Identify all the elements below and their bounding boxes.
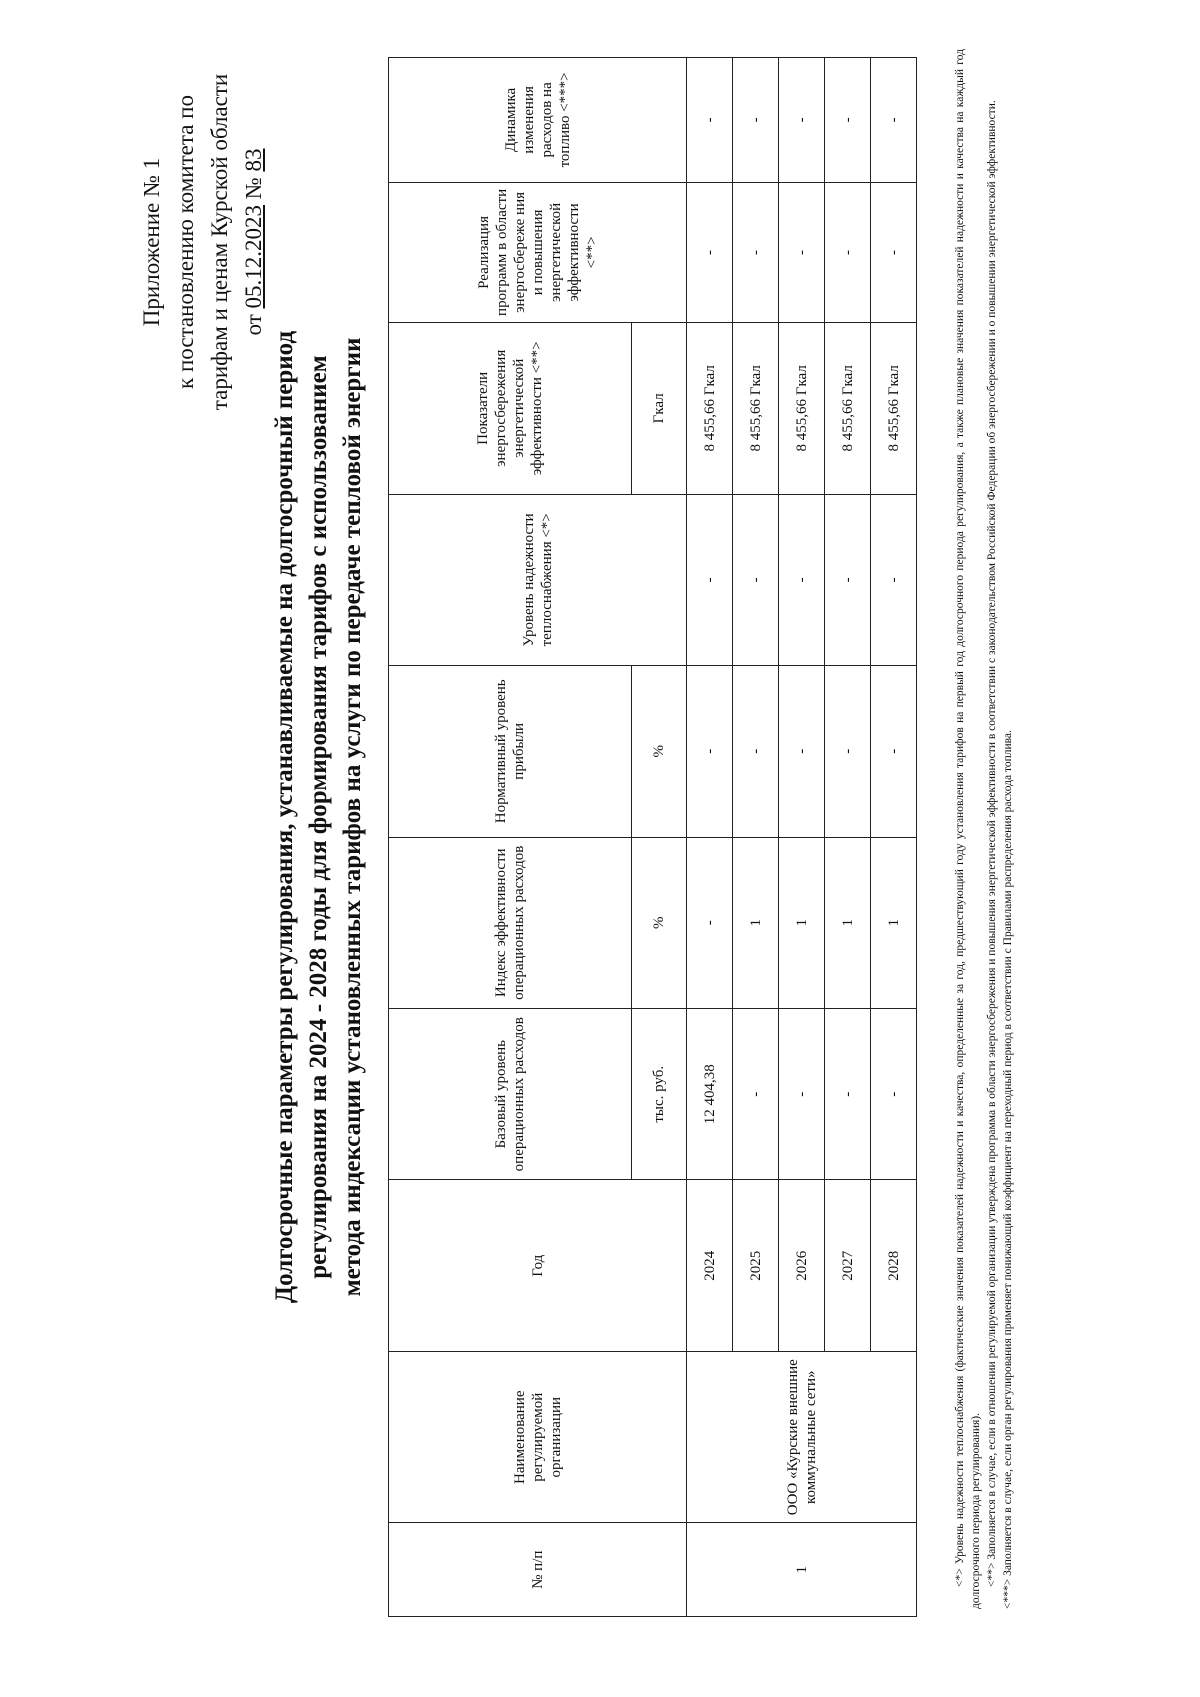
footnote-1: <*> Уровень надежности теплоснабжения (фактические значения показателей надежности и качества, определенные за год, предшествующий году установления тарифов на первый год долгосрочного периода регулирования, а также плановые значения показателей надежности и качества на каждый год долгосрочного периода регулирования). — [954, 49, 982, 1609]
appendix-line1: Приложение № 1 — [139, 157, 164, 327]
unit-profit: % — [632, 666, 687, 837]
cell-profit: - — [825, 666, 871, 837]
unit-index: % — [632, 837, 687, 1008]
cell-year: 2024 — [687, 1180, 733, 1351]
cell-programs: - — [825, 182, 871, 322]
header-num: № п/п — [389, 1523, 687, 1617]
cell-reliability: - — [871, 494, 917, 665]
header-fuel: Динамика изменения расходов на топливо <***> — [389, 58, 687, 183]
cell-energy: 8 455,66 Гкал — [779, 323, 825, 494]
cell-year: 2026 — [779, 1180, 825, 1351]
header-profit: Нормативный уровень прибыли — [389, 666, 632, 837]
header-year: Год — [389, 1180, 687, 1351]
document-title — [268, 87, 370, 1547]
date-prefix: от — [241, 314, 266, 336]
unit-base: тыс. руб. — [632, 1009, 687, 1180]
cell-base: - — [733, 1009, 779, 1180]
cell-energy: 8 455,66 Гкал — [871, 323, 917, 494]
cell-energy: 8 455,66 Гкал — [687, 323, 733, 494]
cell-fuel: - — [871, 58, 917, 183]
footnote-2: <**> Заполняется в случае, если в отношении регулируемой организации утверждена программа в области энергосбережения и повышения энергетической эффективности в соответствии с законодательством Российской Федерации об энергосбережении и о повышении энергетической эффективности. — [986, 100, 998, 1587]
appendix-line3: тарифам и ценам Курской области — [207, 73, 232, 411]
cell-profit: - — [733, 666, 779, 837]
cell-reliability: - — [687, 494, 733, 665]
title-line3: метода индексации установленных тарифов на услуги по передаче тепловой энергии — [339, 337, 366, 1297]
appendix-header — [135, 27, 271, 457]
cell-index: - — [687, 837, 733, 1008]
header-index: Индекс эффективности операционных расходов — [389, 837, 632, 1008]
org-name: ООО «Курские внешние коммунальные сети» — [687, 1351, 917, 1522]
cell-index: 1 — [871, 837, 917, 1008]
cell-programs: - — [871, 182, 917, 322]
cell-fuel: - — [687, 58, 733, 183]
cell-profit: - — [687, 666, 733, 837]
cell-base: - — [825, 1009, 871, 1180]
header-base: Базовый уровень операционных расходов — [389, 1009, 632, 1180]
cell-fuel: - — [733, 58, 779, 183]
cell-fuel: - — [825, 58, 871, 183]
cell-energy: 8 455,66 Гкал — [733, 323, 779, 494]
cell-programs: - — [687, 182, 733, 322]
cell-index: 1 — [733, 837, 779, 1008]
cell-profit: - — [871, 666, 917, 837]
header-org: Наименование регулируемой организации — [389, 1351, 687, 1522]
unit-energy: Гкал — [632, 323, 687, 494]
cell-index: 1 — [779, 837, 825, 1008]
number-prefix: № — [241, 177, 266, 200]
header-row — [389, 58, 632, 1617]
footnotes — [952, 49, 1016, 1609]
cell-profit: - — [779, 666, 825, 837]
appendix-line2: к постановлению комитета по — [173, 95, 198, 389]
appendix-number: 83 — [241, 148, 266, 172]
cell-energy: 8 455,66 Гкал — [825, 323, 871, 494]
cell-year: 2027 — [825, 1180, 871, 1351]
header-energy-indicators: Показатели энергосбережения энергетической эффективности <**> — [389, 323, 632, 494]
cell-index: 1 — [825, 837, 871, 1008]
cell-year: 2025 — [733, 1180, 779, 1351]
header-programs: Реализация программ в области энергосбереже ния и повышения энергетической эффективности <**> — [389, 182, 687, 322]
cell-base: - — [871, 1009, 917, 1180]
cell-reliability: - — [779, 494, 825, 665]
title-line2: регулирования на 2024 - 2028 годы для формирования тарифов с использованием — [305, 355, 332, 1279]
cell-programs: - — [733, 182, 779, 322]
cell-fuel: - — [779, 58, 825, 183]
parameters-table — [388, 57, 917, 1617]
appendix-date-line — [237, 27, 271, 457]
title-line1: Долгосрочные параметры регулирования, устанавливаемые на долгосрочный период — [271, 330, 298, 1304]
cell-reliability: - — [825, 494, 871, 665]
footnote-3: <***> Заполняется в случае, если орган регулирования применяет понижающий коэффициент на переходный период в соответствии с Правилами распределения расхода топлива. — [1002, 730, 1014, 1609]
cell-base: - — [779, 1009, 825, 1180]
table-row — [687, 58, 733, 1617]
cell-base: 12 404,38 — [687, 1009, 733, 1180]
header-reliability: Уровень надежности теплоснабжения <*> — [389, 494, 687, 665]
cell-programs: - — [779, 182, 825, 322]
cell-year: 2028 — [871, 1180, 917, 1351]
row-number: 1 — [687, 1523, 917, 1617]
cell-reliability: - — [733, 494, 779, 665]
appendix-date: 05.12.2023 — [241, 204, 266, 309]
